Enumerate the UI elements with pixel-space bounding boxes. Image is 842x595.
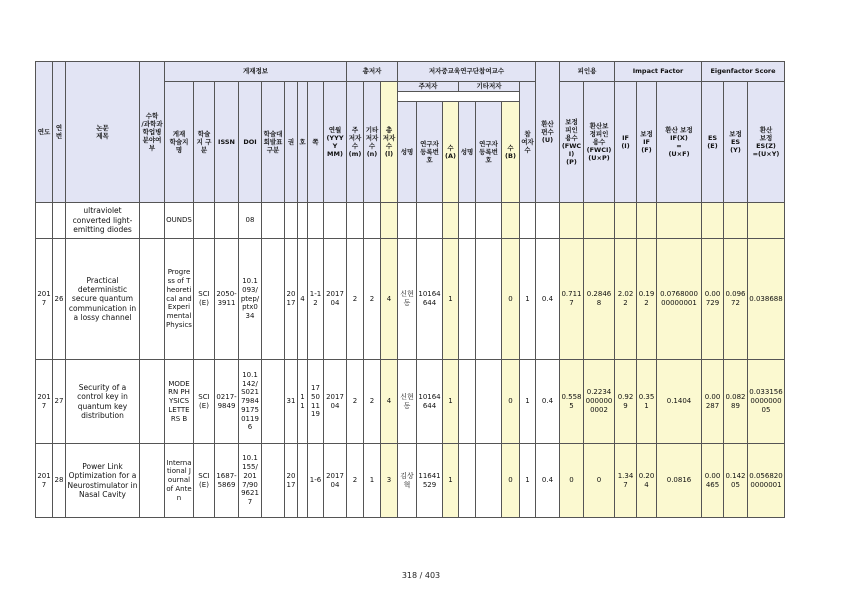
cell-x: 0.0816 [657,444,702,518]
header-date: 연월 (YYYY MM) [324,82,347,203]
header-reg2: 연구자 등록번 호 [476,102,502,203]
cell-title: Practical deterministic secure quantum communication in a lossy channel [66,239,140,360]
cell-up: 0.22340000000002 [584,360,615,444]
header-pub-name: 게재 학술지 명 [165,82,194,203]
cell-p: 0 [560,444,584,518]
cell-vol: 2017 [285,444,298,518]
cell-year: 2017 [36,239,53,360]
header-issn: ISSN [215,82,239,203]
header-doi: DOI [239,82,262,203]
cell-z: 0.038688 [748,239,785,360]
cell-ycorr: 0.08289 [724,360,748,444]
header-es-corr: 보정 ES (Y) [724,82,748,203]
cell-name-a: 김상혁 [398,444,417,518]
header-if-conv: 환산 보정 IF(X) = (U×F) [657,82,702,203]
cell-part: 1 [520,360,536,444]
header-faculty: 저자중교육연구단참여교수 [398,62,536,82]
cell-e: 0.00729 [702,239,724,360]
cell-n: 2 [364,360,381,444]
cell-year: 2017 [36,360,53,444]
cell-no: 4 [298,239,308,360]
header-conf: 학술대 회발표 구분 [262,82,285,203]
cell-no [298,444,308,518]
research-table [35,61,785,518]
cell-n: 1 [364,444,381,518]
cell-seq: 26 [53,239,66,360]
table-row [36,360,785,444]
header-journal-type: 학술 지 구 분 [194,82,215,203]
header-cnt-b: 수 (B) [502,102,520,203]
header-es-conv: 환산 보정 ES(Z) =(U×Y) [748,82,785,203]
cell-m: 2 [347,239,364,360]
header-name2: 성명 [459,102,476,203]
cell-year: 2017 [36,444,53,518]
table-row [36,444,785,518]
cell-page: 1-12 [308,239,324,360]
header-year: 연도 [36,62,53,203]
cell-u: 0.4 [536,360,560,444]
cell-name-a: 신현동 [398,360,417,444]
cell-x: 0.1404 [657,360,702,444]
cell-journal: MODERN PHYSICS LETTERS B [165,360,194,444]
page-number: 318 / 403 [401,571,441,580]
cell-doi: 08 [239,203,262,239]
header-es: Eigenfactor Score [702,62,785,82]
cell-l: 4 [381,239,398,360]
header-total: 총 저자 수 (l) [381,82,398,203]
header-if-corr: 보정 IF (F) [637,82,657,203]
cell-b: 0 [502,360,520,444]
cell-z: 0.0568200000001 [748,444,785,518]
cell-u: 0.4 [536,444,560,518]
cell-if: 1.347 [615,444,637,518]
cell-date: 201704 [324,360,347,444]
cell-b: 0 [502,239,520,360]
cell-journal: OUNDS [165,203,194,239]
cell-issn: 1687-5869 [215,444,239,518]
cell-page: 1-6 [308,444,324,518]
header-vol: 권 [285,82,298,203]
header-fwc-conv: 환산보 정피인 용수 (FWCI) (U×P) [584,82,615,203]
cell-f: 0.192 [637,239,657,360]
header-reg1: 연구자 등록번 호 [417,102,443,203]
header-name1: 성명 [398,102,417,203]
cell-up: 0.28468 [584,239,615,360]
cell-doi: 10.1093/ptep/ptx034 [239,239,262,360]
header-cnt-a: 수 (A) [443,102,459,203]
cell-f: 0.351 [637,360,657,444]
header-cite: 피인용 [560,62,615,82]
cell-if: 0.929 [615,360,637,444]
header-lead: 주 저자 수 (m) [347,82,364,203]
cell-issn: 0217-9849 [215,360,239,444]
cell-title: Security of a control key in quantum key distribution [66,360,140,444]
header-part-cnt: 참 여자 수 [520,82,536,203]
header-other: 기타 저자 수 (n) [364,82,381,203]
cell-jtype: SCI(E) [194,444,215,518]
cell-if: 2.022 [615,239,637,360]
cell-seq: 27 [53,360,66,444]
header-conv: 환산 편수 (U) [536,62,560,203]
cell-f: 0.204 [637,444,657,518]
header-if-val: IF (I) [615,82,637,203]
header-page: 쪽 [308,82,324,203]
cell-a: 1 [443,239,459,360]
cell-up: 0 [584,444,615,518]
cell-journal: International Journal of Anten [165,444,194,518]
header-if: Impact Factor [615,62,702,82]
cell-ycorr: 0.14205 [724,444,748,518]
cell-e: 0.00287 [702,360,724,444]
cell-vol: 2017 [285,239,298,360]
cell-a: 1 [443,360,459,444]
cell-ycorr: 0.09672 [724,239,748,360]
cell-jtype: SCI(E) [194,360,215,444]
cell-reg-a: 10164644 [417,239,443,360]
cell-title: Power Link Optimization for a Neurostimulator in Nasal Cavity [66,444,140,518]
cell-journal: Progress of Theoretical and Experimental Physics [165,239,194,360]
cell-p: 0.5585 [560,360,584,444]
header-seq: 연번 [53,62,66,203]
cell-part: 1 [520,444,536,518]
header-other-author: 기타저자 [459,82,520,92]
cell-l: 3 [381,444,398,518]
cell-e: 0.00465 [702,444,724,518]
cell-part: 1 [520,239,536,360]
cell-issn: 2050-3911 [215,239,239,360]
cell-seq: 28 [53,444,66,518]
cell-x: 0.076800000000001 [657,239,702,360]
cell-name-a: 신현동 [398,239,417,360]
table-row [36,239,785,360]
cell-no: 11 [298,360,308,444]
cell-l: 4 [381,360,398,444]
header-pub-info: 게재정보 [165,62,347,82]
header-paper: 논문 제목 [66,62,140,203]
cell-jtype: SCI(E) [194,239,215,360]
header-main-author: 주저자 [398,82,459,92]
header-fwc: 보정 피인 용수 (FWC I) (P) [560,82,584,203]
cell-reg-a: 11641529 [417,444,443,518]
cell-date: 201704 [324,239,347,360]
cell-doi: 10.1142/S0217984917501196 [239,360,262,444]
cell-m: 2 [347,360,364,444]
cell-m: 2 [347,444,364,518]
cell-u: 0.4 [536,239,560,360]
cell-p: 0.7117 [560,239,584,360]
cell-a: 1 [443,444,459,518]
cell-z: 0.033156000000005 [748,360,785,444]
cell-title: ultraviolet converted light-emitting diodes [66,203,140,239]
table-row-continued [36,203,785,239]
cell-n: 2 [364,239,381,360]
cell-page: 17501119 [308,360,324,444]
header-dept-flag: 수학 /과학과 학업병 분야여 부 [140,62,165,203]
cell-vol: 31 [285,360,298,444]
cell-b: 0 [502,444,520,518]
header-no: 호 [298,82,308,203]
header-authors: 총저자 [347,62,398,82]
cell-doi: 10.1155/2017/9096217 [239,444,262,518]
cell-date: 201704 [324,444,347,518]
cell-reg-a: 10164644 [417,360,443,444]
header-es-val: ES (E) [702,82,724,203]
